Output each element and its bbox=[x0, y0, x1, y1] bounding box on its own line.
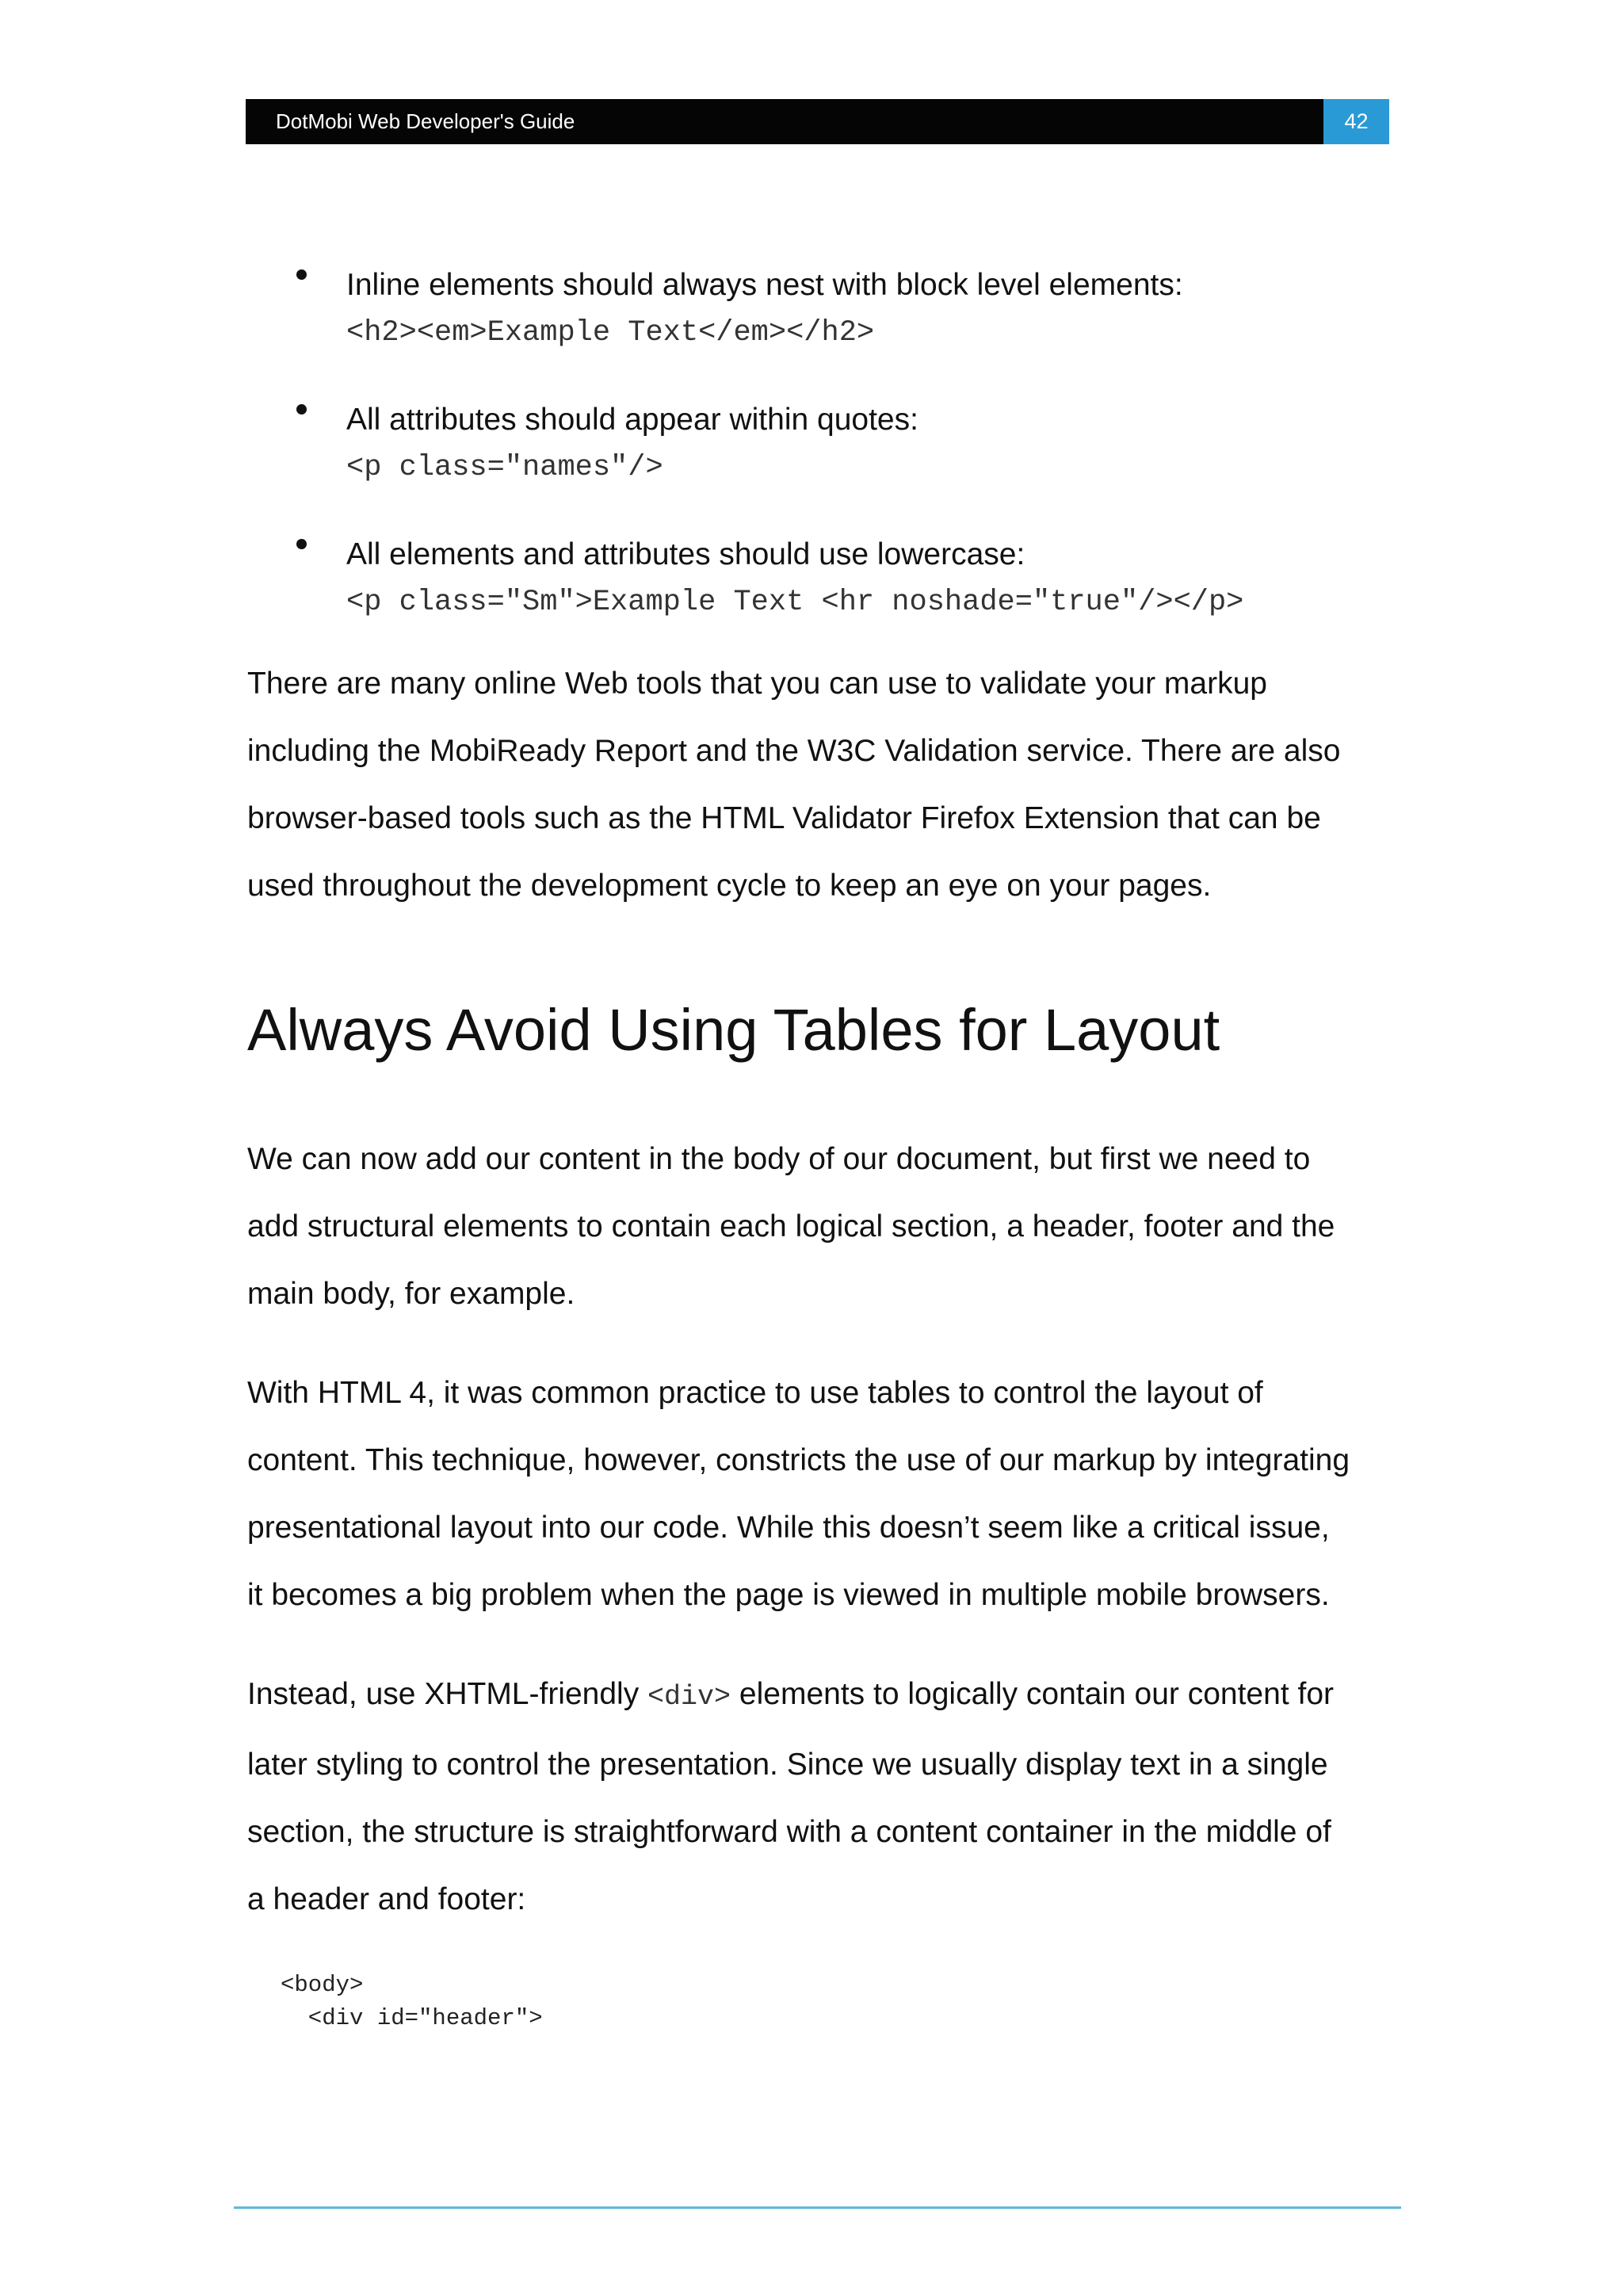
page-number: 42 bbox=[1323, 99, 1389, 144]
paragraph-line: We can now add our content in the body of our document, but first we need to bbox=[247, 1142, 1311, 1176]
code-block bbox=[247, 1969, 1395, 2035]
bullet-item bbox=[247, 254, 1395, 349]
bullet-icon bbox=[296, 539, 307, 549]
paragraph-line: later styling to control the presentation. Since we usually display text in a single bbox=[247, 1748, 1328, 1782]
paragraph-html4-tables bbox=[247, 1359, 1395, 1629]
paragraph-validation-tools bbox=[247, 650, 1395, 919]
paragraph-line: section, the structure is straightforward with a content container in the middle of bbox=[247, 1815, 1331, 1849]
paragraph-line: main body, for example. bbox=[247, 1277, 575, 1311]
text-fragment: elements to logically contain our content for bbox=[731, 1677, 1334, 1711]
code-example: <p class="Sm">Example Text <hr noshade="true"/></p> bbox=[346, 586, 1244, 619]
paragraph-structural-elements bbox=[247, 1125, 1395, 1328]
bullet-icon bbox=[296, 404, 307, 415]
code-example: <h2><em>Example Text</em></h2> bbox=[346, 316, 875, 350]
bullet-text: All attributes should appear within quotes: bbox=[346, 403, 918, 437]
bullet-icon bbox=[296, 269, 307, 280]
code-example: <p class="names"/> bbox=[346, 451, 663, 484]
footer-rule bbox=[234, 2206, 1401, 2209]
bullet-item bbox=[247, 388, 1395, 483]
book-title: DotMobi Web Developer's Guide bbox=[276, 109, 575, 133]
bullet-text: Inline elements should always nest with block level elements: bbox=[346, 268, 1183, 302]
bullet-text: All elements and attributes should use lowercase: bbox=[346, 537, 1025, 571]
code-line: <body> bbox=[281, 1972, 364, 1998]
paragraph-div-elements bbox=[247, 1660, 1395, 1933]
paragraph-line: a header and footer: bbox=[247, 1882, 526, 1916]
section-heading: Always Avoid Using Tables for Layout bbox=[247, 997, 1220, 1063]
bullet-item bbox=[247, 523, 1395, 618]
paragraph-line: used throughout the development cycle to keep an eye on your pages. bbox=[247, 869, 1212, 903]
paragraph-line: content. This technique, however, constricts the use of our markup by integrating bbox=[247, 1443, 1350, 1477]
page-content bbox=[247, 254, 1395, 2035]
code-line: <div id="header"> bbox=[281, 2005, 543, 2031]
paragraph-line: browser-based tools such as the HTML Validator Firefox Extension that can be bbox=[247, 801, 1321, 835]
paragraph-line: There are many online Web tools that you can use to validate your markup bbox=[247, 667, 1267, 701]
paragraph-line: it becomes a big problem when the page is viewed in multiple mobile browsers. bbox=[247, 1578, 1330, 1612]
paragraph-line: add structural elements to contain each logical section, a header, footer and the bbox=[247, 1209, 1335, 1244]
text-fragment: Instead, use XHTML-friendly bbox=[247, 1677, 648, 1711]
inline-code: <div> bbox=[647, 1681, 731, 1713]
paragraph-line bbox=[247, 1660, 1395, 1731]
running-header bbox=[246, 99, 1389, 144]
paragraph-line: including the MobiReady Report and the W3C Validation service. There are also bbox=[247, 734, 1341, 768]
paragraph-line: With HTML 4, it was common practice to use tables to control the layout of bbox=[247, 1376, 1263, 1410]
paragraph-line: presentational layout into our code. While this doesn’t seem like a critical issue, bbox=[247, 1511, 1330, 1545]
